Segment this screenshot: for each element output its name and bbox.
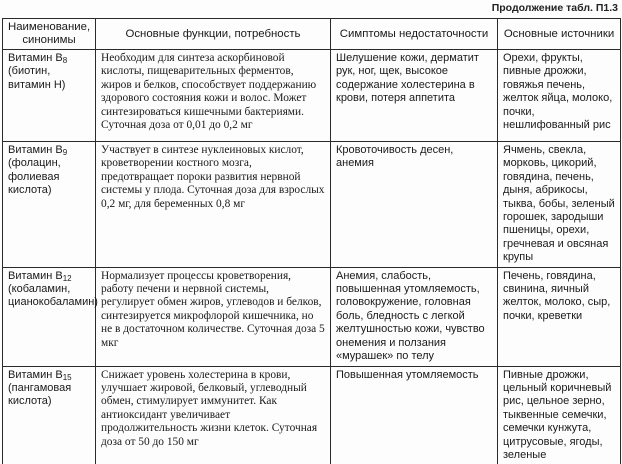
vitamin-name: Витамин B bbox=[8, 269, 63, 282]
cell-functions: Снижает уровень холестерина в крови, улучшает жировой, белковый, углеводный обмен, стимулирует иммунитет. Как антиоксидант увеличивает продолжительность жизни клеток. Суточная доза от 50 до 150 мг bbox=[96, 366, 331, 464]
cell-symptoms: Кровоточивость десен, анемия bbox=[331, 142, 498, 268]
cell-name bbox=[3, 366, 96, 464]
cell-functions: Необходим для синтеза аскорбиновой кислоты, пищеварительных ферментов, жиров и белков, способствует поддержанию здорового состояния кожи и волос. Может синтезироваться кишечными бактериями. Суточная доза от 0,01 до 0,2 мг bbox=[96, 50, 331, 142]
table-row bbox=[3, 366, 621, 464]
vitamin-subscript: 12 bbox=[62, 273, 72, 283]
vitamin-synonyms: (фолацин, фолиевая кислота) bbox=[8, 157, 61, 197]
cell-symptoms: Шелушение кожи, дерматит рук, ног, щек, высокое содержание холестерина в крови, потеря аппетита bbox=[331, 50, 498, 142]
vitamin-subscript: 9 bbox=[62, 148, 68, 157]
header-symptoms: Симптомы недостаточности bbox=[331, 19, 498, 50]
vitamin-synonyms: (биотин, витамин H) bbox=[8, 65, 66, 91]
table-caption: Продолжение табл. П1.3 bbox=[491, 2, 618, 14]
vitamin-synonyms: (пангамовая кислота) bbox=[8, 381, 72, 408]
cell-sources: Пивные дрожжи, цельный коричневый рис, цельное зерно, тыквенные семечки, семечки кунжута, цитрусовые, ягоды, зеленые bbox=[498, 366, 621, 464]
table-header-row bbox=[3, 19, 621, 50]
cell-sources: Ячмень, свекла, морковь, цикорий, говядина, печень, дыня, абрикосы, тыква, бобы, зеленый горошек, зародыши пшеницы, орехи, гречневая и овсяная крупы bbox=[498, 142, 621, 268]
vitamin-table bbox=[2, 18, 621, 464]
cell-sources: Печень, говядина, свинина, яичный желток, молоко, сыр, почки, креветки bbox=[498, 267, 621, 366]
cell-sources: Орехи, фрукты, пивные дрожжи, говяжья печень, желток яйца, молоко, почки, нешлифованный рис bbox=[498, 50, 621, 142]
cell-name bbox=[3, 267, 96, 366]
header-sources: Основные источники bbox=[498, 19, 621, 50]
vitamin-name: Витамин B bbox=[8, 144, 63, 156]
vitamin-name: Витамин B bbox=[8, 368, 63, 381]
table-row bbox=[3, 50, 621, 142]
cell-functions: Нормализует процессы кроветворения, работу печени и нервной системы, регулирует обмен жиров, углеводов и белков, синтезируется микрофлорой кишечника, но не в достаточном количестве. Суточная доза 5 мкг bbox=[96, 267, 331, 366]
cell-functions: Участвует в синтезе нуклеиновых кислот, кроветворении костного мозга, предотвращает пороки развития нервной системы у плода. Суточная доза для взрослых 0,2 мг, для беременных 0,8 мг bbox=[96, 142, 331, 268]
cell-name bbox=[3, 142, 96, 268]
vitamin-synonyms: (кобаламин, цианокобаламин) bbox=[8, 283, 98, 309]
table-row bbox=[3, 142, 621, 268]
cell-symptoms: Анемия, слабость, повышенная утомляемость, головокружение, головная боль, бледность с легкой желтушностью кожи, чувство онемения и ползания «мурашек» по телу bbox=[331, 267, 498, 366]
header-functions: Основные функции, потребность bbox=[96, 19, 331, 50]
cell-symptoms: Повышенная утомляемость bbox=[331, 366, 498, 464]
vitamin-name: Витамин B bbox=[8, 52, 63, 64]
cell-name bbox=[3, 50, 96, 142]
vitamin-subscript: 15 bbox=[62, 372, 72, 382]
header-name: Наименование, синонимы bbox=[3, 19, 96, 50]
table-row bbox=[3, 267, 621, 366]
vitamin-subscript: 8 bbox=[62, 56, 68, 65]
